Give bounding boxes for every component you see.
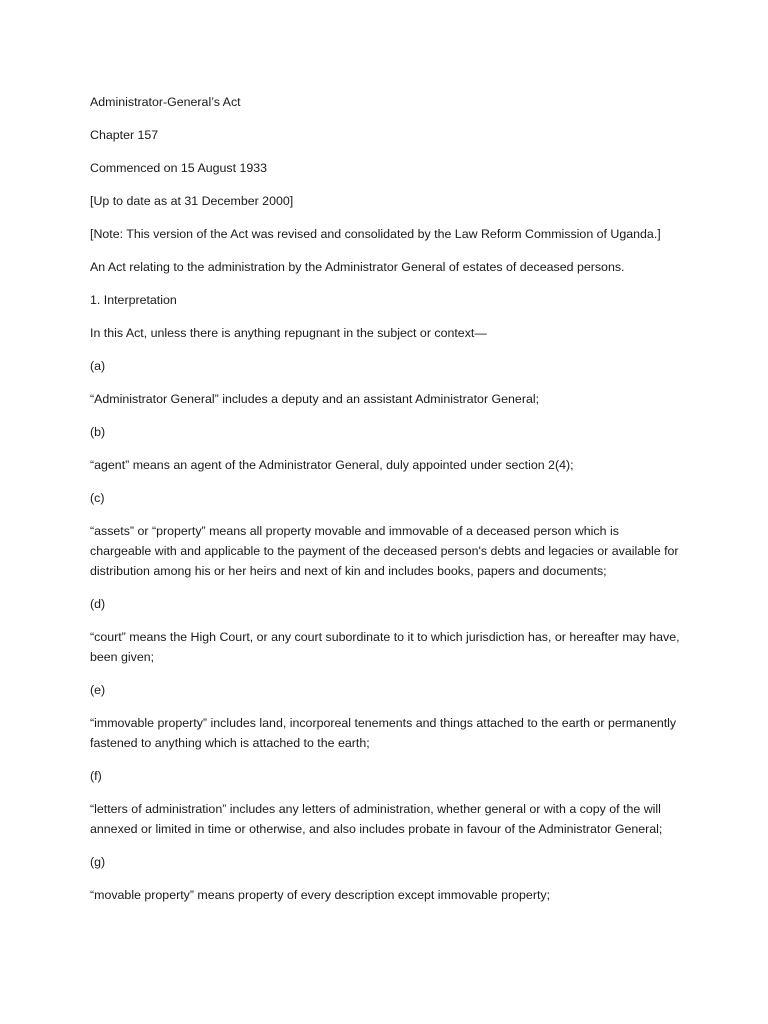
definition-text: “movable property” means property of every description except immovable property; (90, 888, 551, 902)
definition-label: (c) (90, 491, 105, 505)
chapter-number: Chapter 157 (90, 128, 159, 142)
long-title: An Act relating to the administration by the Administrator General of estates of deceased persons. (90, 260, 625, 274)
definition-text: “Administrator General” includes a deputy and an assistant Administrator General; (90, 392, 540, 406)
definition-label: (f) (90, 769, 102, 783)
commencement-date: Commenced on 15 August 1933 (90, 161, 268, 175)
definition-label: (a) (90, 359, 106, 373)
revision-note: [Note: This version of the Act was revised and consolidated by the Law Reform Commission of Uganda.] (90, 227, 661, 241)
definition-text: “agent” means an agent of the Administrator General, duly appointed under section 2(4); (90, 458, 574, 472)
definition-label: (b) (90, 425, 106, 439)
definition-text: “letters of administration” includes any letters of administration, whether general or with a copy of the will annexed or limited in time or otherwise, and also includes probate in favour of the Administrator General; (90, 802, 663, 836)
section-intro: In this Act, unless there is anything repugnant in the subject or context— (90, 326, 487, 340)
document-body (90, 92, 690, 918)
definition-text: “court” means the High Court, or any court subordinate to it to which jurisdiction has, or hereafter may have, been given; (90, 630, 680, 664)
definition-label: (d) (90, 597, 106, 611)
up-to-date-note: [Up to date as at 31 December 2000] (90, 194, 294, 208)
definition-text: “immovable property” includes land, incorporeal tenements and things attached to the earth or permanently fastened to anything which is attached to the earth; (90, 716, 677, 750)
definition-label: (e) (90, 683, 106, 697)
act-title: Administrator-General’s Act (90, 95, 241, 109)
definition-text: “assets” or “property” means all property movable and immovable of a deceased person which is chargeable with and applicable to the payment of the deceased person's debts and legacies or available for distribution among his or her heirs and next of kin and includes books, papers and documents; (90, 524, 679, 578)
definition-label: (g) (90, 855, 106, 869)
section-heading: 1. Interpretation (90, 293, 177, 307)
